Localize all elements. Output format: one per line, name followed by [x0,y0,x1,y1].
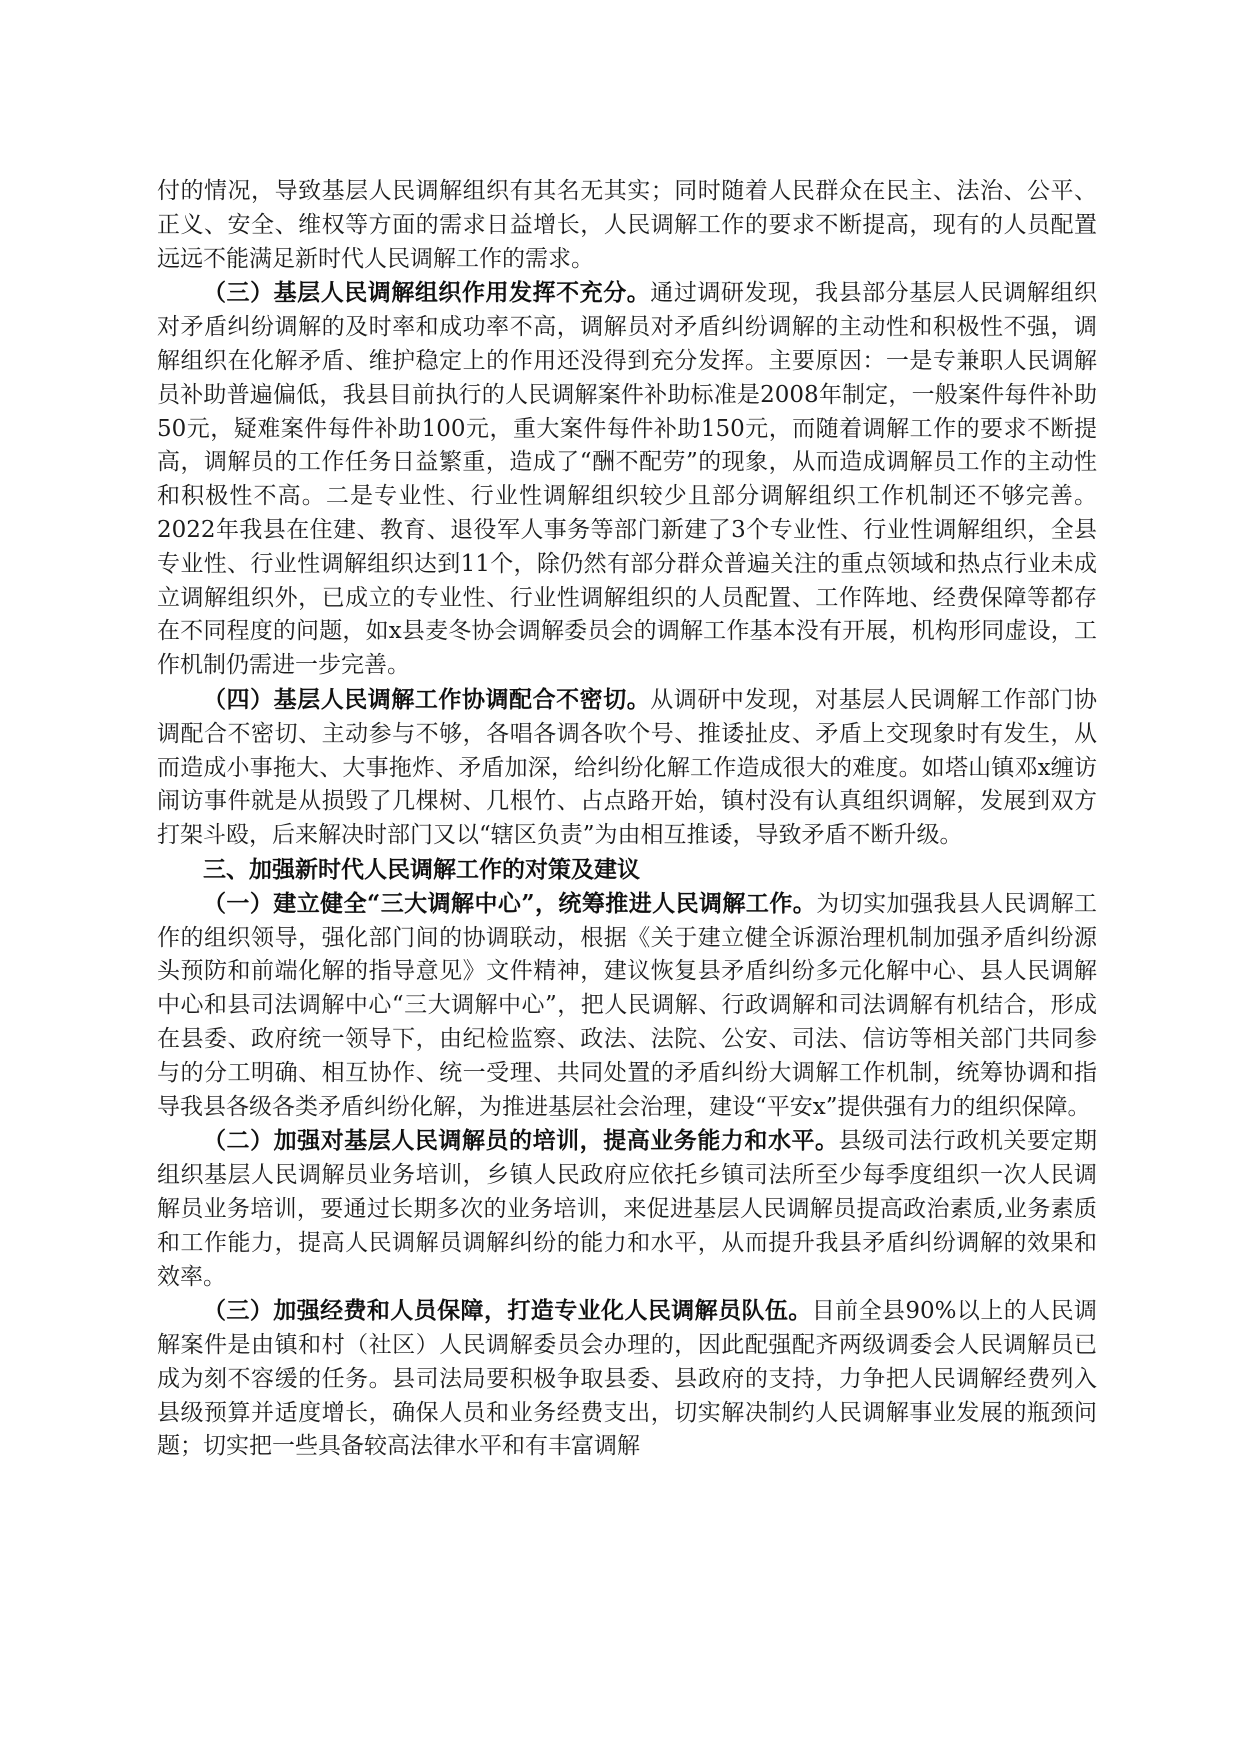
paragraph-lead-heading: （一）建立健全“三大调解中心”，统筹推进人民调解工作。 [203,889,817,917]
paragraph-lead-heading: （二）加强对基层人民调解员的培训，提高业务能力和水平。 [203,1127,839,1155]
paragraph-text: 付的情况，导致基层人民调解组织有其名无其实；同时随着人民群众在民主、法治、公平、正义、安全、维权等方面的需求日益增长，人民调解工作的要求不断提高，现有的人员配置远远不能满足新时代人民调解工作的需求。 [157,178,1097,272]
section-heading: 三、加强新时代人民调解工作的对策及建议 [203,855,640,883]
paragraph-subsection-3 [157,276,1097,683]
paragraph-subsection-4 [157,683,1097,853]
paragraph-recommendation-1 [157,887,1097,1125]
paragraph-text: 目前全县90%以上的人民调解案件是由镇和村（社区）人民调解委员会办理的，因此配强配齐两级调委会人民调解员已成为刻不容缓的任务。县司法局要积极争取县委、县政府的支持，力争把人民调解经费列入县级预算并适度增长，确保人员和业务经费支出，切实解决制约人民调解事业发展的瓶颈问题；切实把一些具备较高法律水平和有丰富调解 [157,1298,1098,1460]
paragraph-recommendation-3 [157,1294,1097,1464]
paragraph-lead-heading: （四）基层人民调解工作协调配合不密切。 [203,685,651,713]
paragraph-text: 县级司法行政机关要定期组织基层人民调解员业务培训，乡镇人民政府应依托乡镇司法所至少每季度组织一次人民调解员业务培训，要通过长期多次的业务培训，来促进基层人民调解员提高政治素质,业务素质和工作能力，提高人民调解员调解纠纷的能力和水平，从而提升我县矛盾纠纷调解的效果和效率。 [157,1128,1098,1290]
paragraph-continuation [157,175,1097,276]
paragraph-text: 从调研中发现，对基层人民调解工作部门协调配合不密切、主动参与不够，各唱各调各吹个号、推诿扯皮、矛盾上交现象时有发生，从而造成小事拖大、大事拖炸、矛盾加深，给纠纷化解工作造成很大的难度。如塔山镇邓x缠访闹访事件就是从损毁了几棵树、几根竹、占点路开始，镇村没有认真组织调解，发展到双方打架斗殴，后来解决时部门又以“辖区负责”为由相互推诿，导致矛盾不断升级。 [157,686,1098,849]
paragraph-lead-heading: （三）加强经费和人员保障，打造专业化人民调解员队伍。 [203,1297,812,1325]
document-page [157,175,1097,1464]
paragraph-text: 通过调研发现，我县部分基层人民调解组织对矛盾纠纷调解的及时率和成功率不高，调解员对矛盾纠纷调解的主动性和积极性不强，调解组织在化解矛盾、维护稳定上的作用还没得到充分发挥。主要原因：一是专兼职人民调解员补助普遍偏低，我县目前执行的人民调解案件补助标准是2008年制定，一般案件每件补助50元，疑难案件每件补助100元，重大案件每件补助150元，而随着调解工作的要求不断提高，调解员的工作任务日益繁重，造成了“酬不配劳”的现象，从而造成调解员工作的主动性和积极性不高。二是专业性、行业性调解组织较少且部分调解组织工作机制还不够完善。2022年我县在住建、教育、退役军人事务等部门新建了3个专业性、行业性调解组织，全县专业性、行业性调解组织达到11个，除仍然有部分群众普遍关注的重点领域和热点行业未成立调解组织外，已成立的专业性、行业性调解组织的人员配置、工作阵地、经费保障等都存在不同程度的问题，如x县麦冬协会调解委员会的调解工作基本没有开展，机构形同虚设，工作机制仍需进一步完善。 [157,280,1098,679]
paragraph-recommendation-2 [157,1124,1097,1294]
paragraph-lead-heading: （三）基层人民调解组织作用发挥不充分。 [203,279,651,307]
paragraph-text: 为切实加强我县人民调解工作的组织领导，强化部门间的协调联动，根据《关于建立健全诉源治理机制加强矛盾纠纷源头预防和前端化解的指导意见》文件精神，建议恢复县矛盾纠纷多元化解中心、县人民调解中心和县司法调解中心“三大调解中心”，把人民调解、行政调解和司法调解有机结合，形成在县委、政府统一领导下，由纪检监察、政法、法院、公安、司法、信访等相关部门共同参与的分工明确、相互协作、统一受理、共同处置的矛盾纠纷大调解工作机制，统筹协调和指导我县各级各类矛盾纠纷化解，为推进基层社会治理，建设“平安x”提供强有力的组织保障。 [157,890,1098,1120]
